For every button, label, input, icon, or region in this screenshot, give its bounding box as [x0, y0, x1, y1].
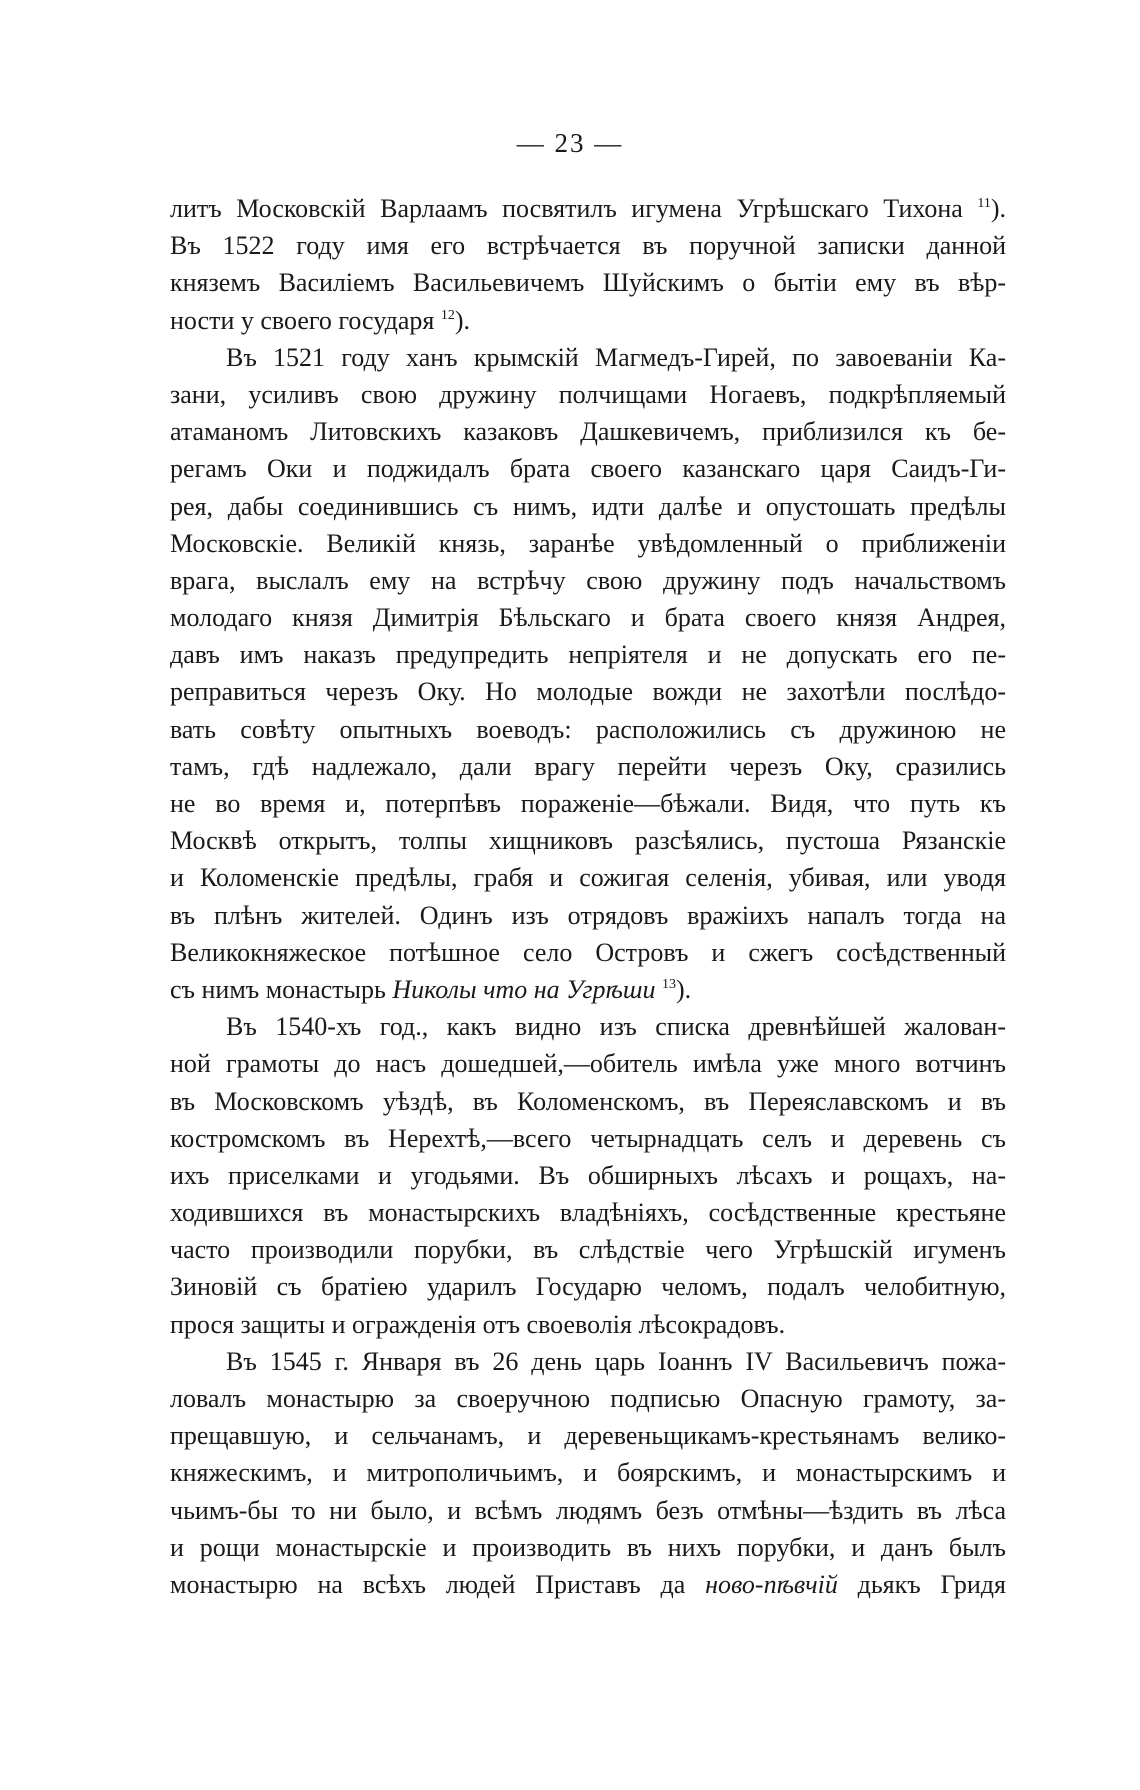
text-line	[170, 1231, 1006, 1268]
text-line	[170, 636, 1006, 673]
text-line	[170, 934, 1006, 971]
text-line	[170, 562, 1006, 599]
text-segment: ).	[676, 974, 692, 1004]
text-line	[170, 525, 1006, 562]
text-segment: монастырю на всѣхъ людей Приставъ да	[170, 1569, 706, 1599]
text-line	[170, 785, 1006, 822]
text-line	[170, 1306, 1006, 1343]
text-line	[170, 1417, 1006, 1454]
text-line	[170, 1268, 1006, 1305]
text-segment: Въ 1522 году имя его встрѣчается въ поручной записки данной	[170, 231, 1006, 261]
text-segment: литъ Московскій Варлаамъ посвятилъ игумена Угрѣшскаго Тихона	[170, 194, 978, 223]
paragraph	[170, 1008, 1006, 1343]
text-segment: зани, усиливъ свою дружину полчищами Ногаевъ, подкрѣпляемый	[170, 379, 1006, 409]
text-segment: ).	[990, 194, 1006, 223]
text-segment: и рощи монастырскіе и производить въ нихъ порубки, и данъ былъ	[170, 1532, 1006, 1562]
text-segment: Зиновій съ братіею ударилъ Государю челомъ, подалъ челобитную,	[170, 1272, 1006, 1302]
text-segment: чьимъ-бы то ни было, и всѣмъ людямъ безъ отмѣны—ѣздить въ лѣса	[170, 1495, 1006, 1525]
text-line	[170, 599, 1006, 636]
text-segment: ихъ приселками и угодьями. Въ обширныхъ лѣсахъ и рощахъ, на-	[170, 1160, 1006, 1190]
text-segment: Московскіе. Великій князь, заранѣе увѣдомленный о приближеніи	[170, 528, 1006, 558]
text-line	[170, 897, 1006, 934]
text-segment: давъ имъ наказъ предупредить непріятеля и не допускать его пе-	[170, 640, 1006, 670]
text-segment: въ Московскомъ уѣздѣ, въ Коломенскомъ, въ Переяславскомъ и въ	[170, 1086, 1006, 1116]
text-segment: княжескимъ, и митрополичьимъ, и боярскимъ, и монастырскимъ и	[170, 1458, 1006, 1488]
text-segment: Въ 1540-хъ год., какъ видно изъ списка древнѣйшей жалован-	[226, 1012, 1006, 1042]
text-line	[170, 1454, 1006, 1491]
text-line	[170, 1008, 1006, 1045]
text-segment: Великокняжеское потѣшное село Островъ и сжегъ сосѣдственный	[170, 937, 1006, 967]
text-line	[170, 376, 1006, 413]
page-number: — 23 —	[516, 128, 624, 158]
text-line	[170, 971, 1006, 1008]
text-segment: врага, выслалъ ему на встрѣчу свою дружину подъ начальствомъ	[170, 565, 1006, 595]
text-segment: прося защиты и огражденія отъ своеволія лѣсокрадовъ.	[170, 1309, 786, 1339]
footnote-ref: 13	[662, 976, 676, 992]
text-segment: не во время и, потерпѣвъ пораженіе—бѣжали. Видя, что путь къ	[170, 789, 1006, 818]
text-line	[170, 1380, 1006, 1417]
text-line	[170, 1157, 1006, 1194]
text-segment: регамъ Оки и поджидалъ брата своего казанскаго царя Саидъ-Ги-	[170, 454, 1006, 484]
text-segment: атаманомъ Литовскихъ казаковъ Дашкевичемъ, приблизился къ бе-	[170, 417, 1006, 447]
paragraph	[170, 1343, 1006, 1603]
text-line	[170, 1343, 1006, 1380]
text-line	[170, 1566, 1006, 1603]
text-segment: рея, дабы соединившись съ нимъ, идти далѣе и опустошать предѣлы	[170, 491, 1006, 521]
text-segment: съ нимъ монастырь	[170, 974, 393, 1004]
text-line	[170, 190, 1006, 227]
text-segment: реправиться черезъ Оку. Но молодые вожди не захотѣли послѣдо-	[170, 677, 1006, 707]
text-line	[170, 1045, 1006, 1082]
text-segment: молодаго князя Димитрія Бѣльскаго и брата своего князя Андрея,	[170, 603, 1006, 633]
paragraph	[170, 190, 1006, 339]
footnote-ref: 12	[440, 307, 455, 323]
text-line	[170, 302, 1006, 339]
text-segment: Въ 1521 году ханъ крымскій Магмедъ-Гирей, по завоеваніи Ка-	[226, 342, 1006, 372]
text-line	[170, 1120, 1006, 1157]
text-line	[170, 450, 1006, 487]
text-line	[170, 1083, 1006, 1120]
text-segment: часто производили порубки, въ слѣдствіе чего Угрѣшскій игуменъ	[170, 1235, 1006, 1265]
text-line	[170, 413, 1006, 450]
text-segment: ловалъ монастырю за своеручною подписью Опасную грамоту, за-	[170, 1384, 1006, 1413]
text-segment: дьякъ Гридя	[837, 1569, 1006, 1599]
text-line	[170, 859, 1006, 896]
text-segment: ходившихся въ монастырскихъ владѣніяхъ, сосѣдственные крестьяне	[170, 1198, 1006, 1228]
text-segment: тамъ, гдѣ надлежало, дали врагу перейти черезъ Оку, сразились	[170, 751, 1006, 781]
text-line	[170, 711, 1006, 748]
italic-text: Николы что на Угрѣши	[392, 974, 656, 1004]
text-line	[170, 227, 1006, 264]
text-segment: ).	[454, 305, 471, 335]
footnote-ref: 11	[977, 196, 991, 211]
text-segment: въ плѣнъ жителей. Одинъ изъ отрядовъ вражіихъ напалъ тогда на	[170, 900, 1006, 930]
text-line	[170, 264, 1006, 301]
text-segment: прещавшую, и сельчанамъ, и деревеньщикамъ-крестьянамъ велико-	[170, 1421, 1006, 1451]
text-segment: ной грамоты до насъ дошедшей,—обитель имѣла уже много вотчинъ	[170, 1049, 1006, 1079]
text-line	[170, 1194, 1006, 1231]
text-line	[170, 673, 1006, 710]
text-segment: Москвѣ открытъ, толпы хищниковъ разсѣялись, пустоша Рязанскіе	[170, 826, 1006, 856]
page-body-text	[170, 190, 1006, 1603]
text-line	[170, 822, 1006, 859]
text-segment: вать совѣту опытныхъ воеводъ: расположились съ дружиною не	[170, 714, 1006, 744]
text-segment: и Коломенскіе предѣлы, грабя и сожигая селенія, убивая, или уводя	[170, 863, 1006, 893]
text-line	[170, 339, 1006, 376]
text-segment: ности у своего государя	[170, 305, 441, 335]
paragraph	[170, 339, 1006, 1008]
text-segment: княземъ Василіемъ Васильевичемъ Шуйскимъ о бытіи ему въ вѣр-	[170, 268, 1006, 298]
italic-text: ново-пѣвчій	[705, 1569, 838, 1599]
text-line	[170, 1492, 1006, 1529]
text-segment: костромскомъ въ Нерехтѣ,—всего четырнадцать селъ и деревень съ	[170, 1123, 1006, 1153]
text-line	[170, 488, 1006, 525]
text-line	[170, 748, 1006, 785]
text-segment: Въ 1545 г. Января въ 26 день царь Іоаннъ IV Васильевичъ пожа-	[226, 1346, 1006, 1376]
text-line	[170, 1529, 1006, 1566]
